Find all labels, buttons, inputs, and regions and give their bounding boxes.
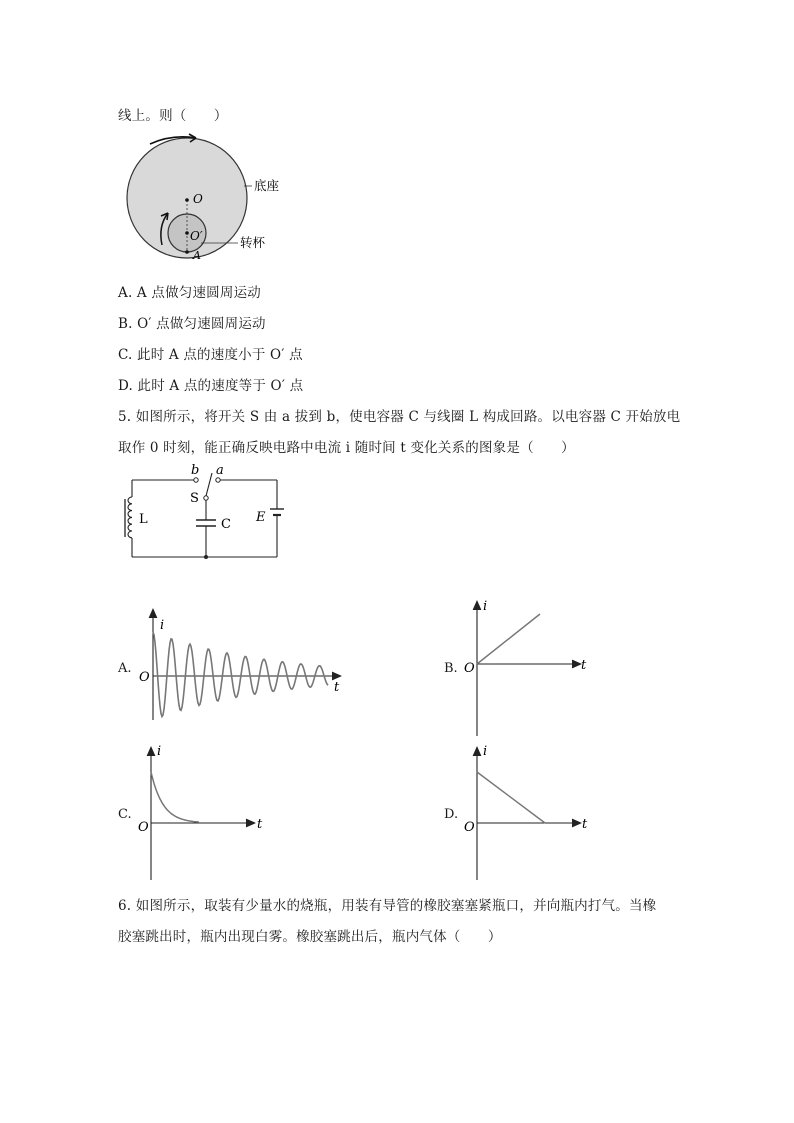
- q6-stem-line1: 6. 如图所示，取装有少量水的烧瓶，用装有导管的橡胶塞塞紧瓶口，并向瓶内打气。当橡: [118, 898, 657, 914]
- graph-a-origin: O: [139, 670, 150, 685]
- graph-b-origin: O: [464, 661, 475, 676]
- label-L: L: [139, 512, 148, 527]
- lc-circuit-figure: [112, 460, 297, 565]
- graph-c-origin: O: [138, 820, 149, 835]
- q5-stem-line1: 5. 如图所示，将开关 S 由 a 拔到 b，使电容器 C 与线圈 L 构成回路。以电容器 C 开始放电: [118, 409, 681, 425]
- damped-oscillation-curve: [153, 632, 328, 717]
- label-E: E: [256, 510, 266, 525]
- switch-blade: [206, 473, 212, 496]
- linear-increase-line: [477, 614, 540, 664]
- label-base: 底座: [254, 178, 280, 193]
- graph-c-xlabel: t: [257, 817, 263, 832]
- graph-b-ylabel: i: [483, 599, 488, 614]
- turntable-figure: [118, 128, 318, 263]
- point-O: [185, 198, 189, 202]
- graph-b-letter: B.: [444, 661, 458, 676]
- inductor-coil: [128, 497, 132, 538]
- graph-c: [135, 742, 270, 882]
- graph-d-ylabel: i: [483, 744, 488, 759]
- graph-d-letter: D.: [444, 807, 459, 822]
- point-A: [185, 250, 189, 254]
- exponential-decay-curve: [151, 772, 199, 822]
- graph-d-origin: O: [464, 820, 475, 835]
- label-S: S: [190, 491, 199, 506]
- label-C: C: [221, 517, 231, 532]
- point-O2: [185, 231, 189, 235]
- q4-option-d: D. 此时 A 点的速度等于 O′ 点: [118, 378, 304, 394]
- label-cup: 转杯: [240, 235, 266, 250]
- graph-a-ylabel: i: [160, 618, 165, 633]
- linear-decrease-line: [477, 772, 545, 823]
- graph-a: [135, 605, 350, 730]
- graph-c-ylabel: i: [157, 744, 162, 759]
- graph-d: [460, 742, 595, 882]
- q5-stem-line2: 取作 0 时刻，能正确反映电路中电流 i 随时间 t 变化关系的图象是（ ）: [118, 440, 575, 456]
- q6-stem-line2: 胶塞跳出时，瓶内出现白雾。橡胶塞跳出后，瓶内气体（ ）: [118, 929, 502, 945]
- label-a: a: [216, 463, 224, 478]
- graph-c-letter: C.: [118, 807, 132, 822]
- graph-a-xlabel: t: [334, 680, 340, 695]
- label-A: A: [193, 249, 201, 262]
- label-O: O: [193, 192, 203, 206]
- q4-stem-tail: 线上。则（ ）: [118, 108, 228, 124]
- q4-option-c: C. 此时 A 点的速度小于 O′ 点: [118, 347, 303, 363]
- q4-option-a: A. A 点做匀速圆周运动: [118, 285, 261, 301]
- graph-d-xlabel: t: [582, 817, 588, 832]
- graph-b: [460, 596, 595, 741]
- graph-a-letter: A.: [118, 661, 132, 676]
- label-O-prime: O′: [190, 229, 203, 243]
- q4-option-b: B. O′ 点做匀速圆周运动: [118, 316, 266, 332]
- graph-b-xlabel: t: [581, 658, 587, 673]
- label-b: b: [191, 463, 200, 478]
